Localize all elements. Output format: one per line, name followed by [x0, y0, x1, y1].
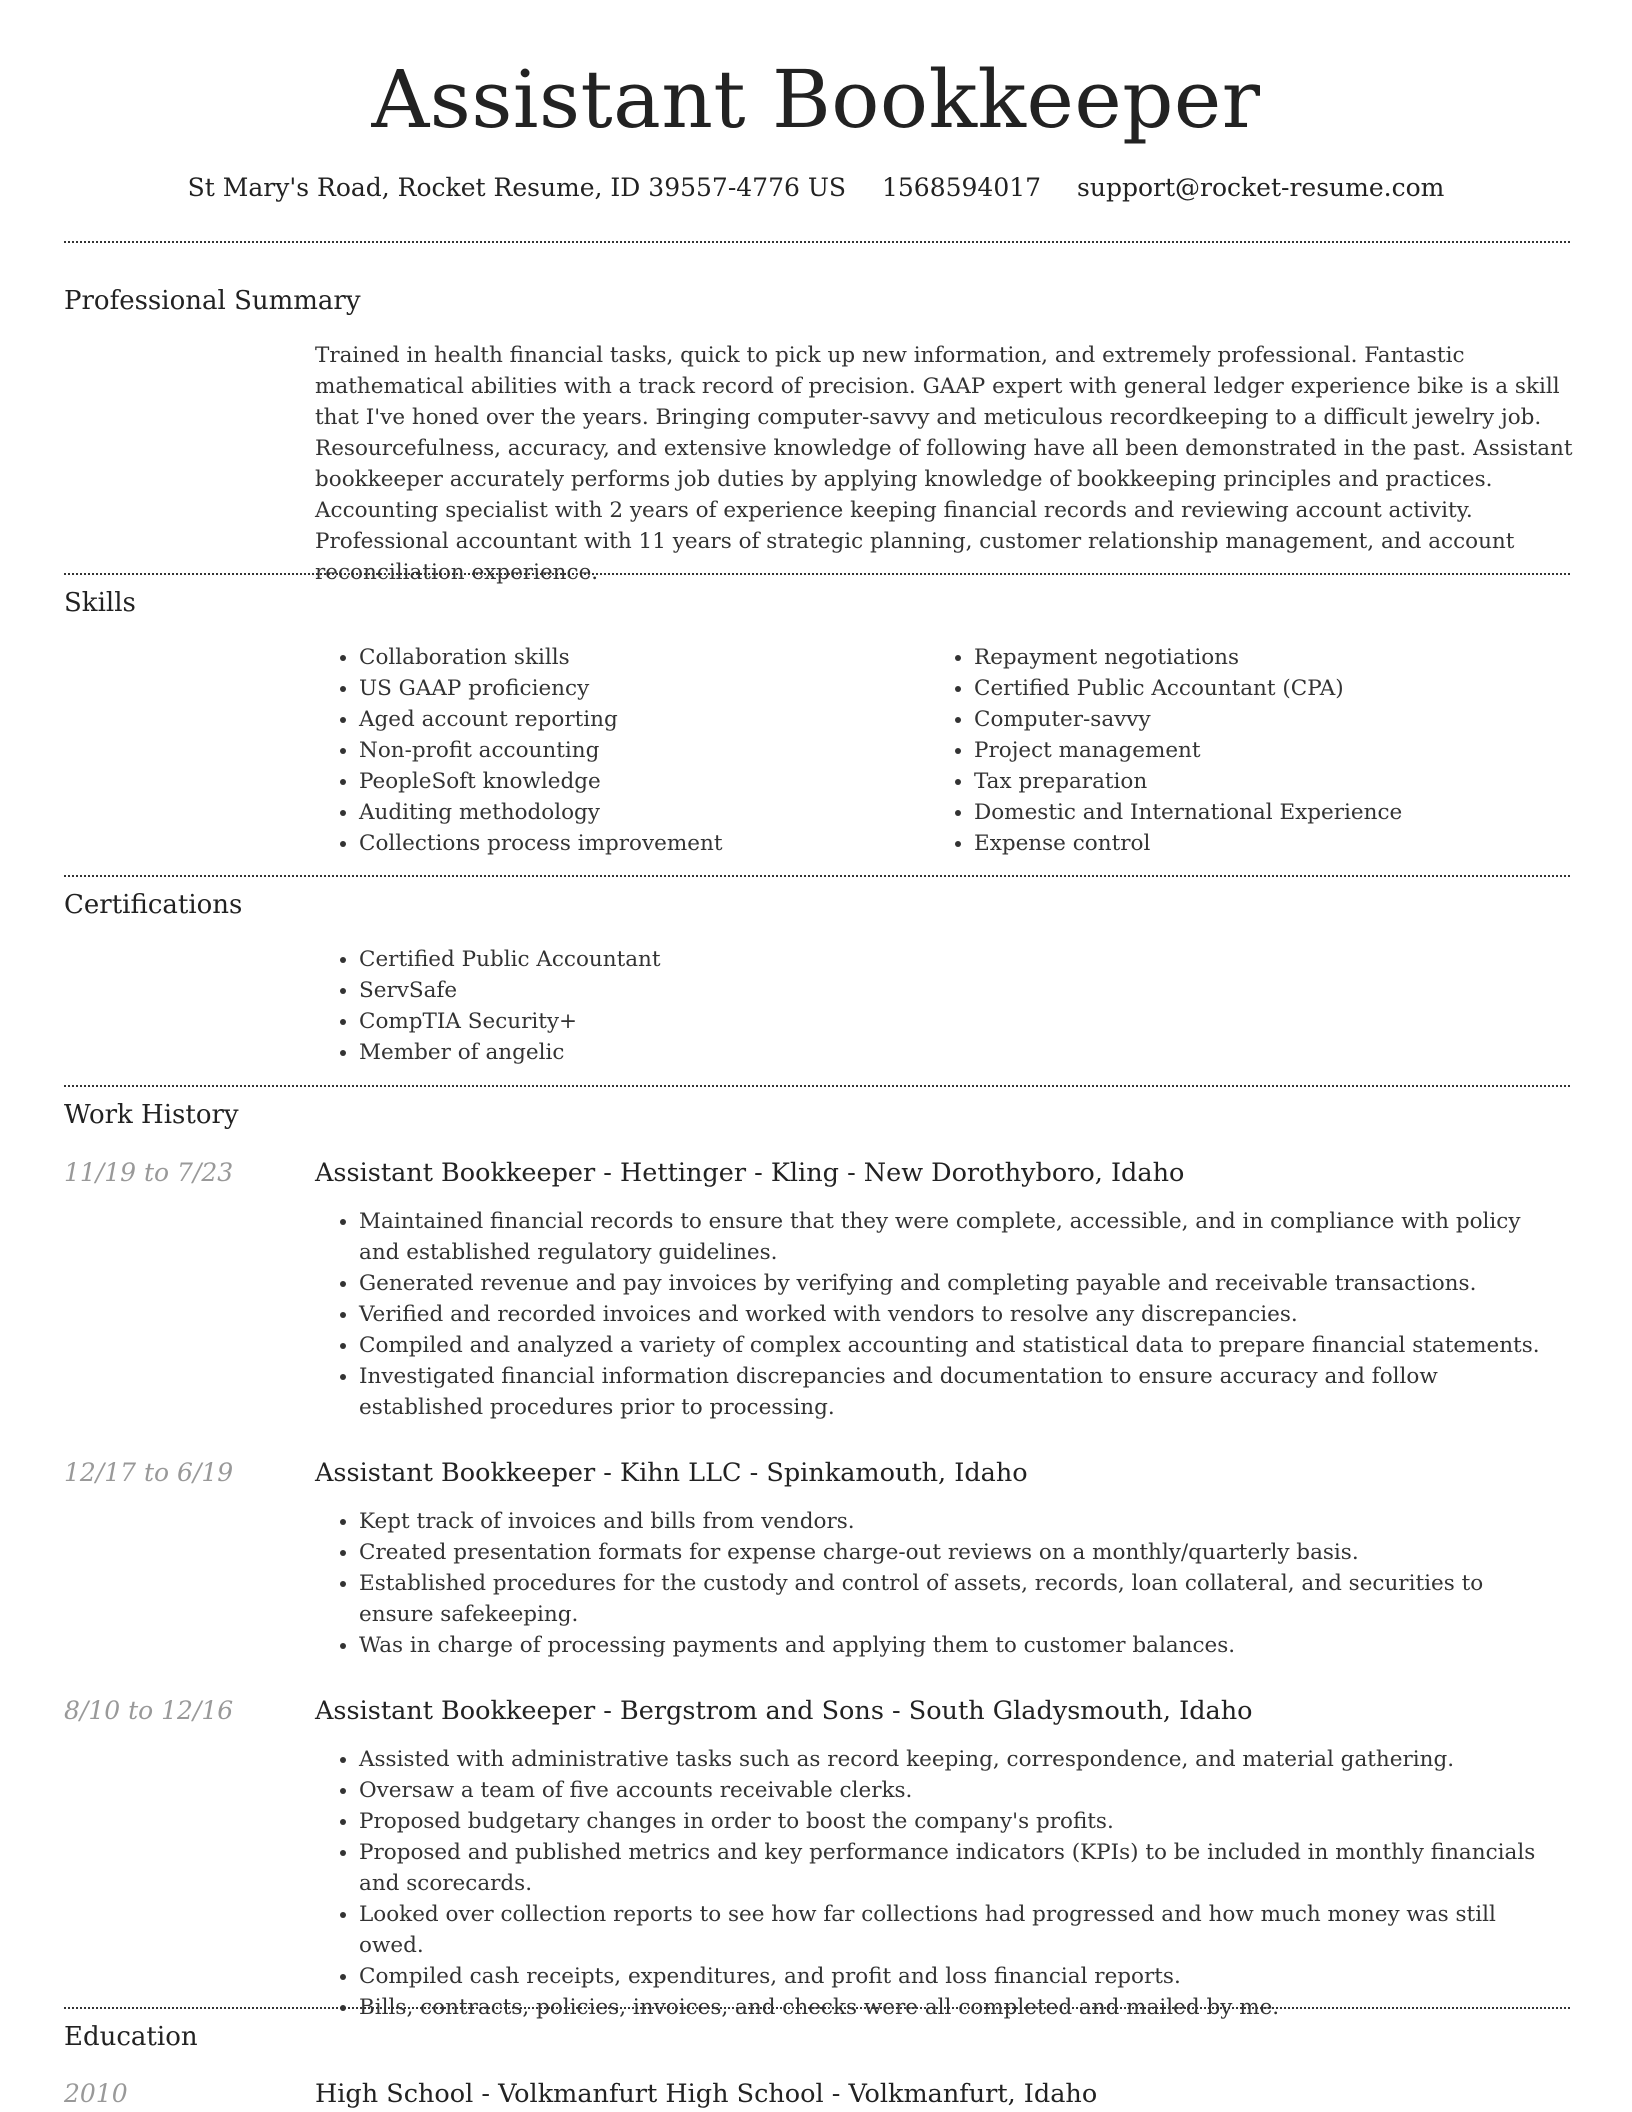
skill-item: • Aged account reporting	[359, 704, 919, 735]
job-bullet: • Oversaw a team of five accounts receivable clerks.	[359, 1775, 1549, 1806]
job-bullet: • Verified and recorded invoices and worked with vendors to resolve any discrepancies.	[359, 1299, 1549, 1330]
job-bullet: • Proposed budgetary changes in order to boost the company's profits.	[359, 1806, 1549, 1837]
job-bullet: • Maintained financial records to ensure that they were complete, accessible, and in compliance with policy and established regulatory guidelines.	[359, 1206, 1549, 1268]
job-bullet: • Established procedures for the custody and control of assets, records, loan collateral, and securities to ensure safekeeping.	[359, 1568, 1549, 1630]
skill-item: • Non-profit accounting	[359, 735, 919, 766]
job-title: Assistant Bookkeeper - Bergstrom and Sons - South Gladysmouth, Idaho	[315, 1696, 1253, 1726]
skill-item: • Repayment negotiations	[974, 642, 1594, 673]
skill-item: • Certified Public Accountant (CPA)	[974, 673, 1594, 704]
divider	[64, 875, 1570, 877]
certification-item: • CompTIA Security+	[359, 1006, 1459, 1037]
contact-email: support@rocket-resume.com	[1077, 173, 1445, 202]
skill-item: • Auditing methodology	[359, 797, 919, 828]
skill-item: • Tax preparation	[974, 766, 1594, 797]
skill-item: • Expense control	[974, 828, 1594, 859]
job-title: Assistant Bookkeeper - Hettinger - Kling - New Dorothyboro, Idaho	[315, 1158, 1185, 1188]
skill-item: • PeopleSoft knowledge	[359, 766, 919, 797]
skill-item: • Project management	[974, 735, 1594, 766]
job-bullet: • Was in charge of processing payments and applying them to customer balances.	[359, 1630, 1549, 1661]
education-title: High School - Volkmanfurt High School - Volkmanfurt, Idaho	[315, 2079, 1098, 2109]
certification-item: • Certified Public Accountant	[359, 944, 1459, 975]
candidate-name: Assistant Bookkeeper	[371, 53, 1261, 146]
job-bullet: • Created presentation formats for expense charge-out reviews on a monthly/quarterly basis.	[359, 1537, 1549, 1568]
education-year: 2010	[64, 2079, 128, 2108]
contact-address: St Mary's Road, Rocket Resume, ID 39557-4776 US	[187, 173, 847, 202]
summary-heading: Professional Summary	[64, 286, 361, 316]
job-bullets	[315, 1744, 1549, 2023]
divider	[64, 573, 1570, 575]
summary-text: Trained in health financial tasks, quick to pick up new information, and extremely professional. Fantastic mathematical abilities with a track record of precision. GAAP expert with general ledger experience bike is a skill that I've honed over the years. Bringing computer-savvy and meticulous recordkeeping to a difficult jewelry job. Resourcefulness, accuracy, and extensive knowledge of following have all been demonstrated in the past. Assistant bookkeeper accurately performs job duties by applying knowledge of bookkeeping principles and practices. Accounting specialist with 2 years of experience keeping financial records and reviewing account activity. Professional accountant with 11 years of strategic planning, customer relationship management, and account reconciliation experience.	[315, 343, 1573, 585]
skill-item: • Domestic and International Experience	[974, 797, 1594, 828]
contact-phone: 1568594017	[882, 173, 1042, 202]
job-bullets	[315, 1506, 1549, 1661]
job-bullet: • Generated revenue and pay invoices by verifying and completing payable and receivable transactions.	[359, 1268, 1549, 1299]
certification-item: • ServSafe	[359, 975, 1459, 1006]
skills-heading: Skills	[64, 588, 136, 618]
certifications-list	[315, 944, 1459, 1068]
job-bullet: • Kept track of invoices and bills from vendors.	[359, 1506, 1549, 1537]
job-dates: 8/10 to 12/16	[64, 1696, 234, 1725]
job-bullet: • Bills, contracts, policies, invoices, and checks were all completed and mailed by me.	[359, 1992, 1549, 2023]
divider	[64, 2007, 1570, 2009]
job-bullet: • Looked over collection reports to see how far collections had progressed and how much money was still owed.	[359, 1899, 1549, 1961]
contact-line	[0, 170, 1632, 206]
skill-item: • Collaboration skills	[359, 642, 919, 673]
job-bullet: • Compiled and analyzed a variety of complex accounting and statistical data to prepare financial statements.	[359, 1330, 1549, 1361]
job-bullets	[315, 1206, 1549, 1423]
skills-list-left	[315, 642, 919, 859]
job-bullet: • Assisted with administrative tasks such as record keeping, correspondence, and material gathering.	[359, 1744, 1549, 1775]
certification-item: • Member of angelic	[359, 1037, 1459, 1068]
divider	[64, 1085, 1570, 1087]
work-history-heading: Work History	[64, 1100, 239, 1130]
job-dates: 11/19 to 7/23	[64, 1158, 234, 1187]
job-dates: 12/17 to 6/19	[64, 1458, 234, 1487]
job-title: Assistant Bookkeeper - Kihn LLC - Spinkamouth, Idaho	[315, 1458, 1028, 1488]
job-bullet: • Compiled cash receipts, expenditures, and profit and loss financial reports.	[359, 1961, 1549, 1992]
skill-item: • US GAAP proficiency	[359, 673, 919, 704]
skill-item: • Collections process improvement	[359, 828, 919, 859]
skills-list-right	[930, 642, 1594, 859]
skill-item: • Computer-savvy	[974, 704, 1594, 735]
divider	[64, 241, 1570, 243]
job-bullet: • Proposed and published metrics and key performance indicators (KPIs) to be included in monthly financials and scorecards.	[359, 1837, 1549, 1899]
certifications-heading: Certifications	[64, 890, 243, 920]
education-heading: Education	[64, 2022, 198, 2052]
job-bullet: • Investigated financial information discrepancies and documentation to ensure accuracy and follow established procedures prior to processing.	[359, 1361, 1549, 1423]
